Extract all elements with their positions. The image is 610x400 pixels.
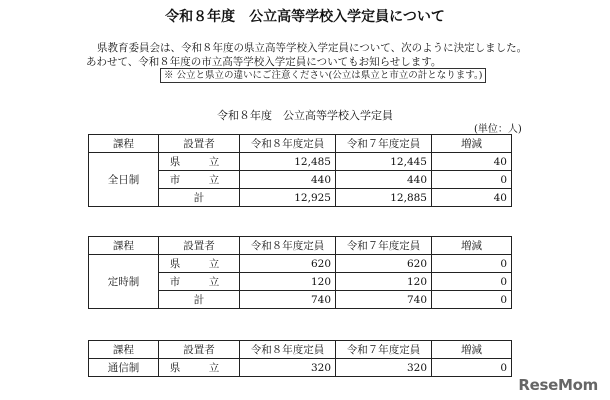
table-row bbox=[89, 255, 512, 273]
setter-cell: 計 bbox=[159, 189, 240, 207]
header-r7: 令和７年度定員 bbox=[336, 237, 432, 255]
table-row bbox=[89, 359, 512, 377]
header-setter: 設置者 bbox=[159, 135, 240, 153]
setter-cell: 市 立 bbox=[159, 171, 240, 189]
diff-cell: 40 bbox=[432, 189, 512, 207]
setter-cell: 県 立 bbox=[159, 255, 240, 273]
diff-cell: 0 bbox=[432, 359, 512, 377]
diff-cell: 0 bbox=[432, 255, 512, 273]
capacity-table-fulltime bbox=[88, 134, 512, 207]
header-diff: 増減 bbox=[432, 237, 512, 255]
notice-box: ※ 公立と県立の違いにご注意ください(公立は県立と市立の計となります。) bbox=[160, 68, 486, 83]
r8-cell: 12,925 bbox=[240, 189, 336, 207]
header-diff: 増減 bbox=[432, 341, 512, 359]
header-r7: 令和７年度定員 bbox=[336, 135, 432, 153]
r8-cell: 620 bbox=[240, 255, 336, 273]
header-course: 課程 bbox=[89, 341, 159, 359]
table-header-row bbox=[89, 237, 512, 255]
r8-cell: 120 bbox=[240, 273, 336, 291]
table-subtitle: 令和８年度 公立高等学校入学定員 bbox=[217, 109, 393, 122]
setter-cell: 計 bbox=[159, 291, 240, 309]
diff-cell: 0 bbox=[432, 171, 512, 189]
header-setter: 設置者 bbox=[159, 341, 240, 359]
header-setter: 設置者 bbox=[159, 237, 240, 255]
r7-cell: 320 bbox=[336, 359, 432, 377]
table-row bbox=[89, 153, 512, 171]
course-cell: 定時制 bbox=[89, 255, 159, 309]
header-diff: 増減 bbox=[432, 135, 512, 153]
r8-cell: 12,485 bbox=[240, 153, 336, 171]
page-title: 令和８年度 公立高等学校入学定員について bbox=[165, 9, 445, 25]
header-r7: 令和７年度定員 bbox=[336, 341, 432, 359]
setter-cell: 市 立 bbox=[159, 273, 240, 291]
setter-cell: 県 立 bbox=[159, 359, 240, 377]
diff-cell: 0 bbox=[432, 273, 512, 291]
table-header-row bbox=[89, 341, 512, 359]
diff-cell: 0 bbox=[432, 291, 512, 309]
header-course: 課程 bbox=[89, 237, 159, 255]
setter-cell: 県 立 bbox=[159, 153, 240, 171]
r7-cell: 740 bbox=[336, 291, 432, 309]
intro-line-2: あわせて、令和８年度の市立高等学校入学定員についてもお知らせします。 bbox=[86, 56, 442, 68]
header-r8: 令和８年度定員 bbox=[240, 341, 336, 359]
diff-cell: 40 bbox=[432, 153, 512, 171]
table-header-row bbox=[89, 135, 512, 153]
r8-cell: 440 bbox=[240, 171, 336, 189]
course-cell: 通信制 bbox=[89, 359, 159, 377]
r7-cell: 12,445 bbox=[336, 153, 432, 171]
header-r8: 令和８年度定員 bbox=[240, 237, 336, 255]
r8-cell: 740 bbox=[240, 291, 336, 309]
r7-cell: 12,885 bbox=[336, 189, 432, 207]
capacity-table-correspondence bbox=[88, 340, 512, 377]
resemom-watermark-logo: ReseMom bbox=[518, 376, 598, 394]
header-course: 課程 bbox=[89, 135, 159, 153]
r7-cell: 440 bbox=[336, 171, 432, 189]
r7-cell: 620 bbox=[336, 255, 432, 273]
capacity-table-parttime bbox=[88, 236, 512, 309]
header-r8: 令和８年度定員 bbox=[240, 135, 336, 153]
course-cell: 全日制 bbox=[89, 153, 159, 207]
unit-label: (単位：人) bbox=[474, 124, 522, 135]
r7-cell: 120 bbox=[336, 273, 432, 291]
intro-line-1: 県教育委員会は、令和８年度の県立高等学校入学定員について、次のように決定しました。 bbox=[97, 42, 528, 54]
r8-cell: 320 bbox=[240, 359, 336, 377]
